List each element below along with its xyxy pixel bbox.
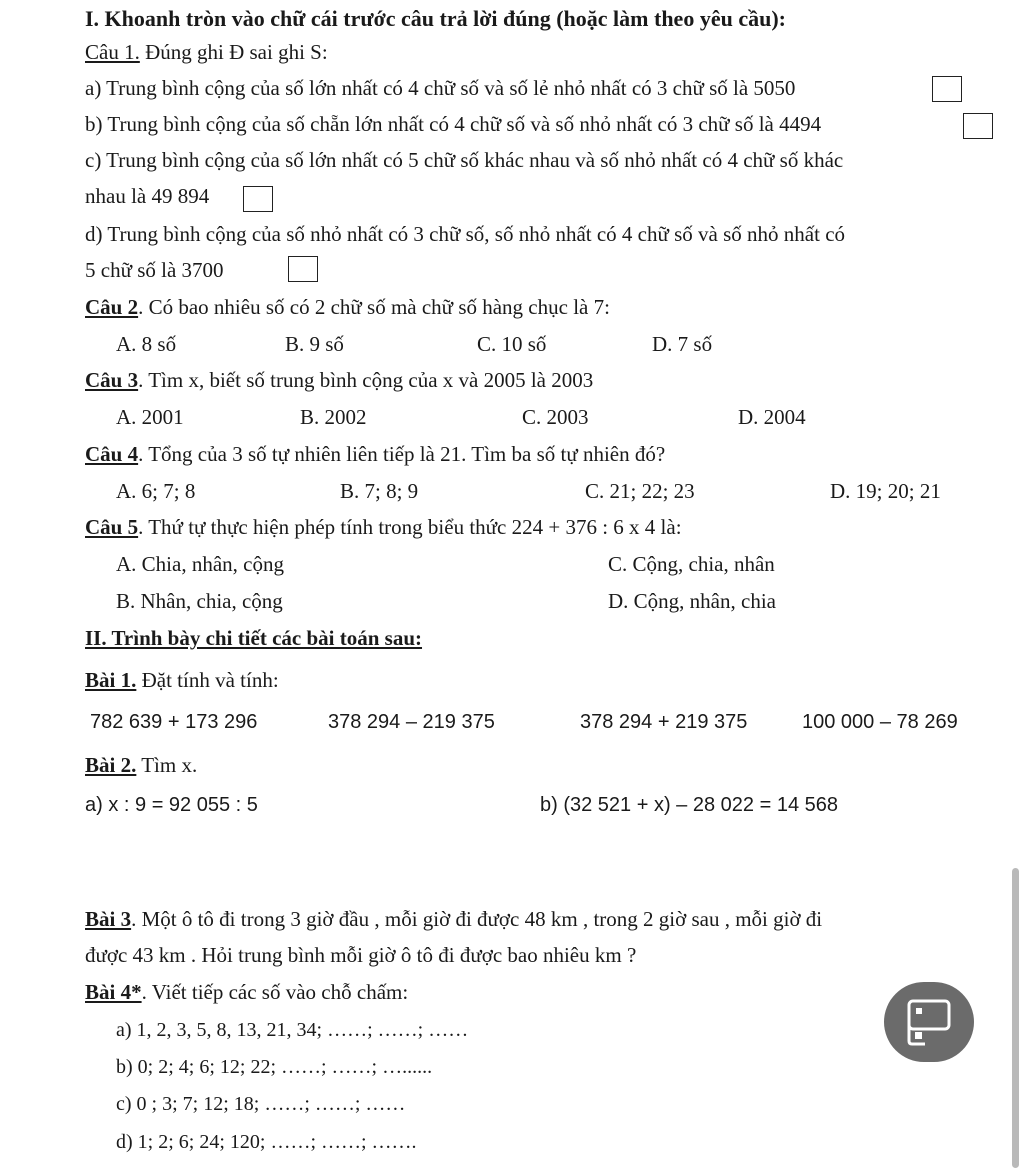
q5-header bbox=[85, 517, 682, 538]
q3-header bbox=[85, 370, 593, 391]
bai1-prompt: Đặt tính và tính: bbox=[136, 668, 279, 692]
q1-c-text-line2: nhau là 49 894 bbox=[85, 184, 210, 208]
q2-option-b[interactable]: B. 9 số bbox=[285, 332, 344, 356]
bai4-header bbox=[85, 982, 408, 1003]
bai3-text-line1: . Một ô tô đi trong 3 giờ đầu , mỗi giờ đi được 48 km , trong 2 giờ sau , mỗi giờ đi bbox=[131, 907, 823, 931]
q1-c-answer-box[interactable] bbox=[243, 186, 273, 212]
q3-option-a[interactable]: A. 2001 bbox=[116, 405, 184, 429]
scan-document-button[interactable] bbox=[884, 982, 974, 1062]
part1-title: I. Khoanh tròn vào chữ cái trước câu trả lời đúng (hoặc làm theo yêu cầu): bbox=[85, 6, 786, 31]
q1-d-text-line2: 5 chữ số là 3700 bbox=[85, 258, 224, 282]
q3-label: Câu 3 bbox=[85, 368, 139, 392]
bai1-expression-3: 378 294 + 219 375 bbox=[580, 711, 748, 733]
q2-label: Câu 2 bbox=[85, 295, 139, 319]
bai4-a: a) 1, 2, 3, 5, 8, 13, 21, 34; ……; ……; …… bbox=[116, 1019, 469, 1041]
q5-option-d[interactable]: D. Cộng, nhân, chia bbox=[608, 589, 776, 613]
q2-option-c[interactable]: C. 10 số bbox=[477, 332, 547, 356]
q4-header bbox=[85, 444, 665, 465]
q5-option-a[interactable]: A. Chia, nhân, cộng bbox=[116, 552, 284, 576]
bai2-header bbox=[85, 755, 197, 776]
q1-b-text: b) Trung bình cộng của số chẵn lớn nhất có 4 chữ số và số nhỏ nhất có 3 chữ số là 4494 bbox=[85, 112, 822, 136]
q2-option-a[interactable]: A. 8 số bbox=[116, 332, 177, 356]
bai3-line2: được 43 km . Hỏi trung bình mỗi giờ ô tô đi được bao nhiêu km ? bbox=[85, 943, 637, 967]
bai4-d: d) 1; 2; 6; 24; 120; ……; ……; ……. bbox=[116, 1131, 417, 1153]
q3-option-b[interactable]: B. 2002 bbox=[300, 405, 367, 429]
q4-option-c[interactable]: C. 21; 22; 23 bbox=[585, 479, 695, 503]
part2-title: II. Trình bày chi tiết các bài toán sau: bbox=[85, 626, 423, 650]
scrollbar-thumb[interactable] bbox=[1012, 868, 1019, 1168]
bai4-prompt: . Viết tiếp các số vào chỗ chấm: bbox=[141, 980, 409, 1004]
q3-prompt: . Tìm x, biết số trung bình cộng của x và 2005 là 2003 bbox=[138, 368, 594, 392]
q1-a-text: a) Trung bình cộng của số lớn nhất có 4 chữ số và số lẻ nhỏ nhất có 3 chữ số là 5050 bbox=[85, 76, 796, 100]
bai4-c: c) 0 ; 3; 7; 12; 18; ……; ……; …… bbox=[116, 1093, 406, 1115]
q1-d-text-line1: d) Trung bình cộng của số nhỏ nhất có 3 chữ số, số nhỏ nhất có 4 chữ số và số nhỏ nhất có bbox=[85, 222, 846, 246]
q3-option-c[interactable]: C. 2003 bbox=[522, 405, 589, 429]
q2-header bbox=[85, 297, 610, 318]
bai2-a: a) x : 9 = 92 055 : 5 bbox=[85, 794, 258, 816]
q4-label: Câu 4 bbox=[85, 442, 139, 466]
bai2-b: b) (32 521 + x) – 28 022 = 14 568 bbox=[540, 794, 838, 816]
q3-option-d[interactable]: D. 2004 bbox=[738, 405, 806, 429]
scan-document-icon bbox=[905, 998, 953, 1046]
q1-a-answer-box[interactable] bbox=[932, 76, 962, 102]
q1-b-answer-box[interactable] bbox=[963, 113, 993, 139]
q5-option-c[interactable]: C. Cộng, chia, nhân bbox=[608, 552, 775, 576]
q2-prompt: . Có bao nhiêu số có 2 chữ số mà chữ số hàng chục là 7: bbox=[138, 295, 610, 319]
bai2-prompt: Tìm x. bbox=[136, 753, 198, 777]
q5-label: Câu 5 bbox=[85, 515, 139, 539]
bai1-header bbox=[85, 670, 279, 691]
q5-prompt: . Thứ tự thực hiện phép tính trong biểu thức 224 + 376 : 6 x 4 là: bbox=[138, 515, 682, 539]
q4-option-a[interactable]: A. 6; 7; 8 bbox=[116, 479, 196, 503]
q1-prompt: Đúng ghi Đ sai ghi S: bbox=[139, 40, 328, 64]
q1-header bbox=[85, 42, 328, 63]
q1-label: Câu 1. bbox=[85, 40, 140, 64]
q4-option-d[interactable]: D. 19; 20; 21 bbox=[830, 479, 941, 503]
q5-option-b[interactable]: B. Nhân, chia, cộng bbox=[116, 589, 283, 613]
q4-prompt: . Tổng của 3 số tự nhiên liên tiếp là 21. Tìm ba số tự nhiên đó? bbox=[138, 442, 666, 466]
q2-option-d[interactable]: D. 7 số bbox=[652, 332, 713, 356]
bai4-label: Bài 4* bbox=[85, 980, 142, 1004]
bai3-label: Bài 3 bbox=[85, 907, 132, 931]
bai1-expression-2: 378 294 – 219 375 bbox=[328, 711, 495, 733]
q4-option-b[interactable]: B. 7; 8; 9 bbox=[340, 479, 419, 503]
bai4-b: b) 0; 2; 4; 6; 12; 22; ……; ……; …...... bbox=[116, 1056, 433, 1078]
q1-c-text-line1: c) Trung bình cộng của số lớn nhất có 5 chữ số khác nhau và số nhỏ nhất có 4 chữ số khác bbox=[85, 148, 844, 172]
bai1-expression-4: 100 000 – 78 269 bbox=[802, 711, 958, 733]
q1-d-answer-box[interactable] bbox=[288, 256, 318, 282]
bai2-label: Bài 2. bbox=[85, 753, 137, 777]
bai3-line1 bbox=[85, 909, 822, 930]
bai1-label: Bài 1. bbox=[85, 668, 137, 692]
bai1-expression-1: 782 639 + 173 296 bbox=[90, 711, 258, 733]
